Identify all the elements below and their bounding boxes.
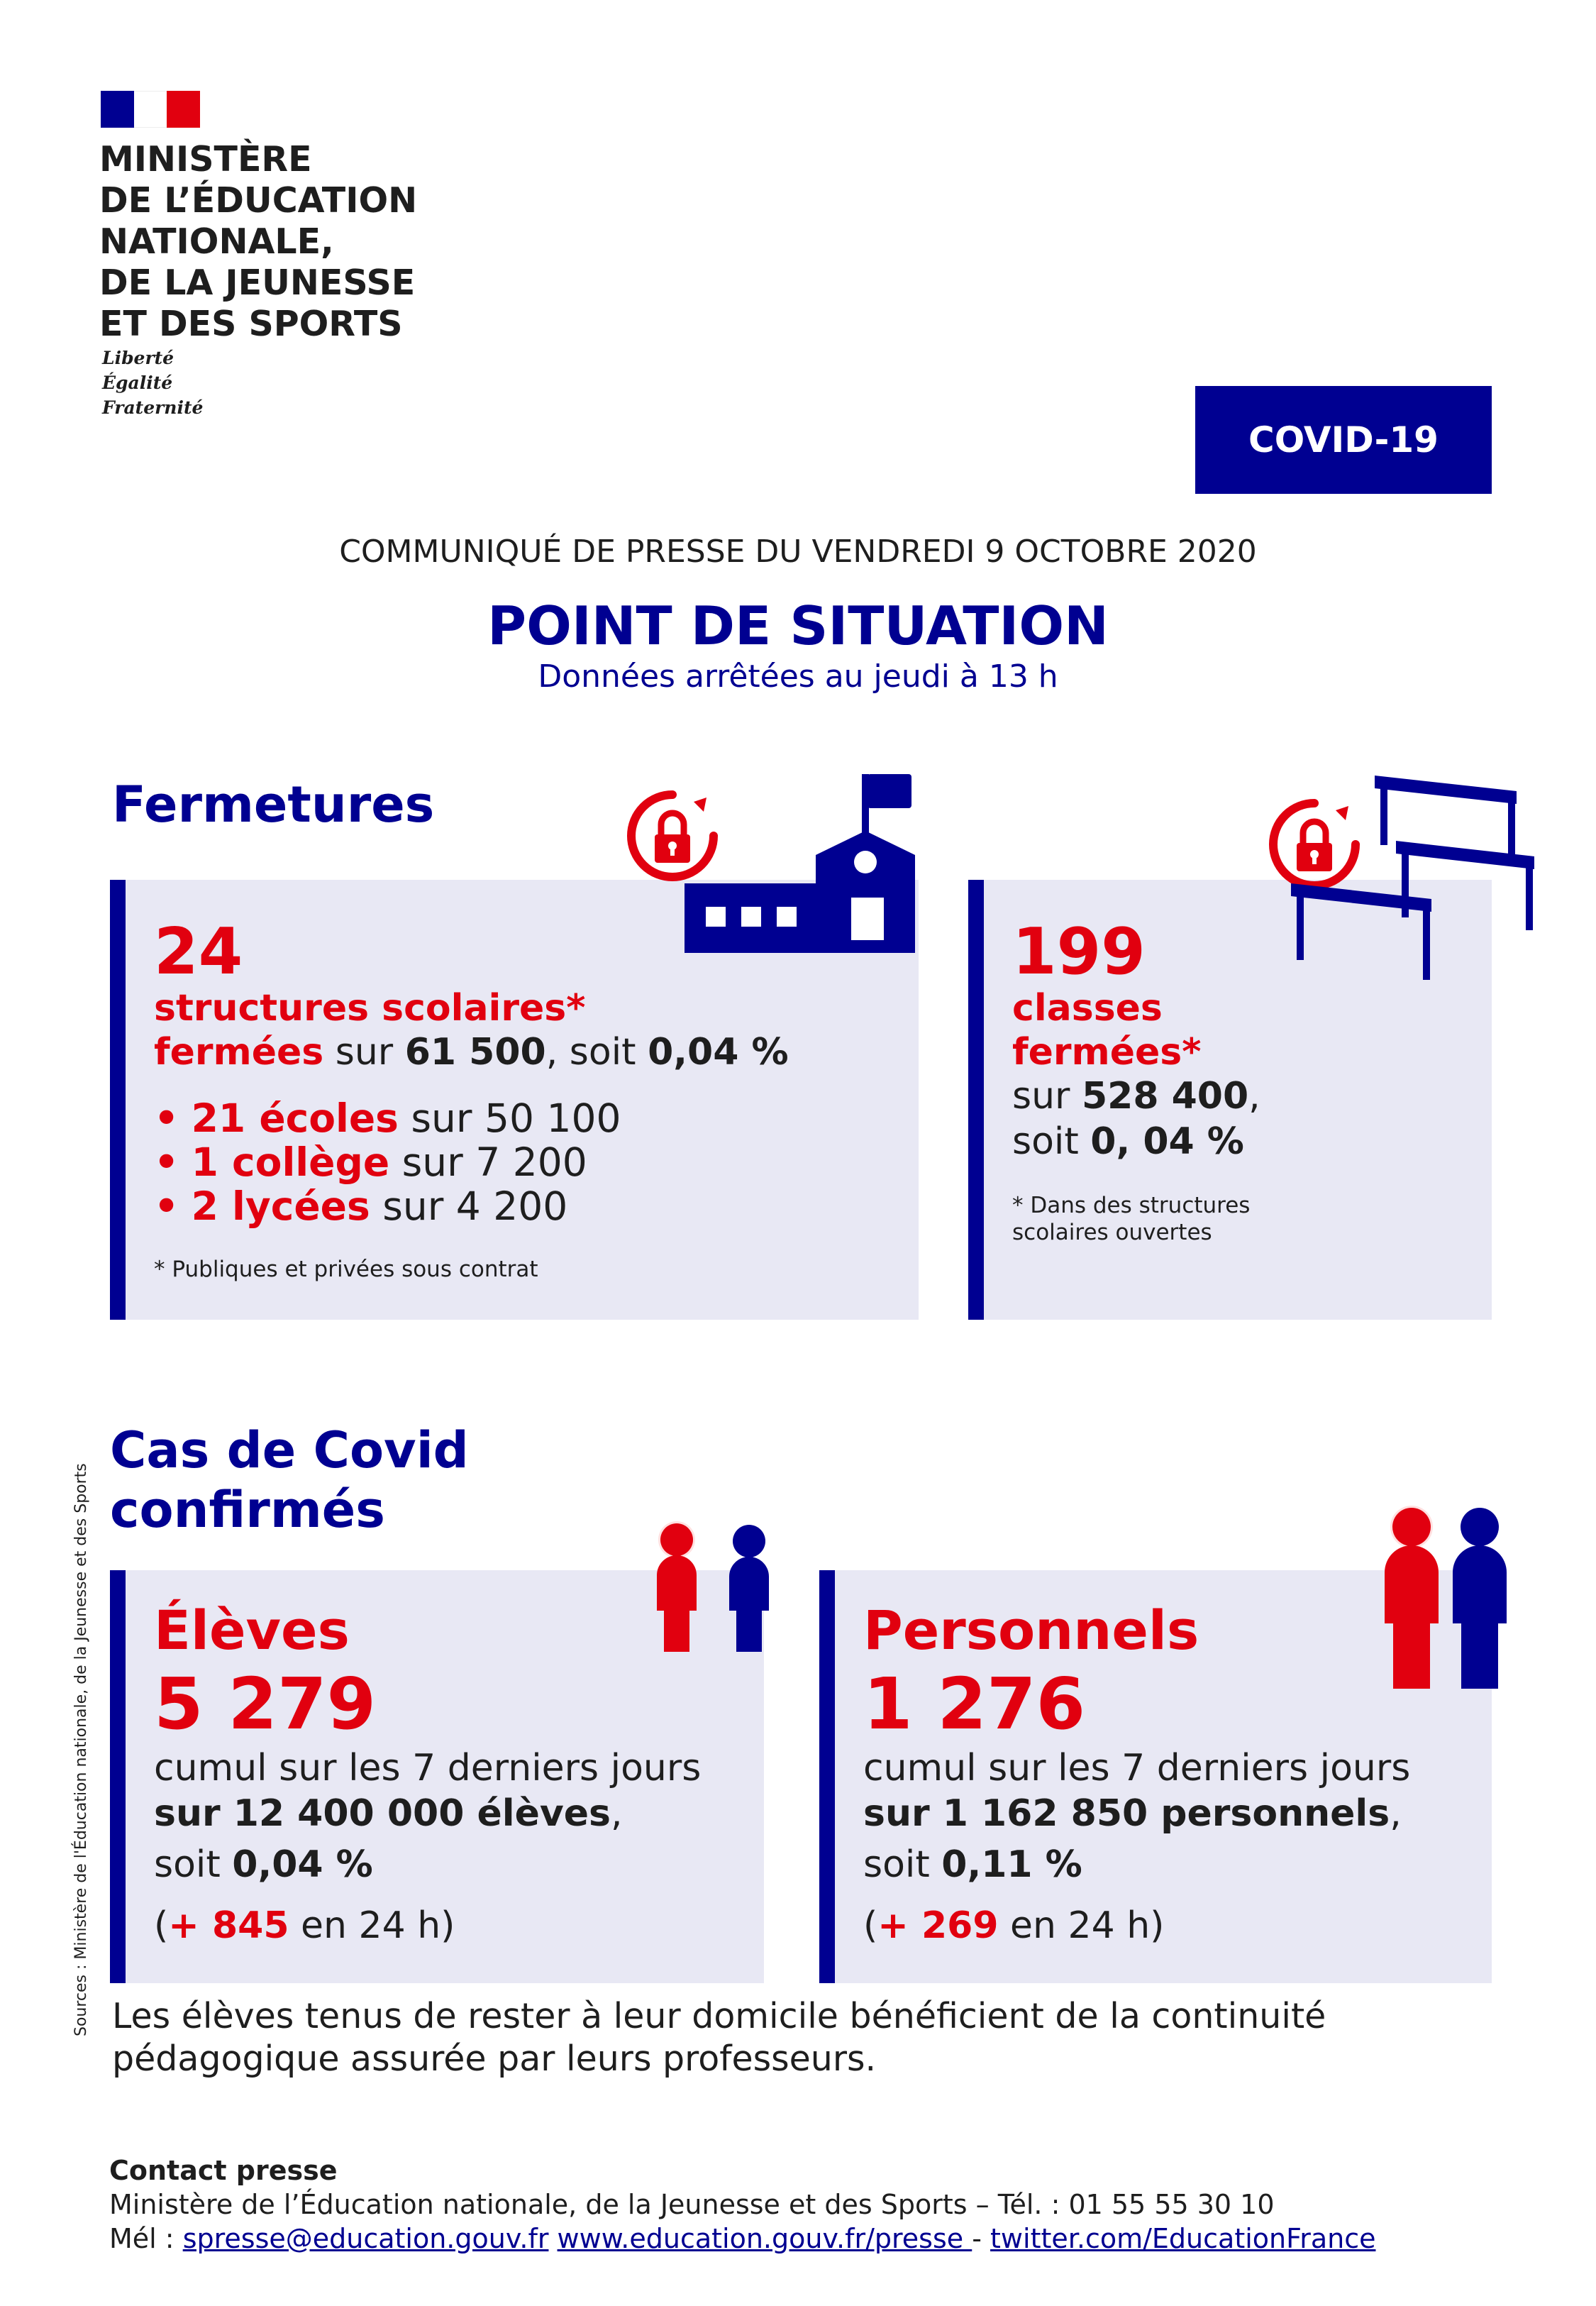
personnels-label: Personnels (863, 1599, 1199, 1662)
classes-percent: 0, 04 % (1090, 1120, 1244, 1163)
breakdown-count: 2 lycées (191, 1184, 370, 1229)
ministry-line: ET DES SPORTS (99, 304, 403, 344)
email-link[interactable]: spresse@education.gouv.fr (182, 2223, 549, 2254)
classes-total: 528 400 (1081, 1075, 1249, 1118)
republic-motto (102, 346, 203, 420)
eleves-total (154, 1792, 623, 1836)
footnote-line: scolaires ouvertes (1012, 1220, 1212, 1245)
structures-footnote: * Publiques et privées sous contrat (154, 1257, 538, 1282)
classes-comma: , (1248, 1075, 1260, 1118)
school-building-icon (685, 770, 926, 954)
email-label: Mél : (109, 2223, 183, 2254)
bullet: • (154, 1140, 179, 1185)
eleves-cumul: cumul sur les 7 derniers jours (154, 1747, 702, 1789)
structures-sur: sur (323, 1031, 405, 1074)
press-contact (109, 2153, 1528, 2256)
breakdown-total: sur 4 200 (370, 1184, 568, 1229)
contact-links (109, 2222, 1528, 2256)
eleves-daily-increase: + 845 (168, 1904, 289, 1947)
personnels-percent: 0,11 % (941, 1843, 1082, 1886)
eleves-percent-line (154, 1843, 373, 1887)
breakdown-count: 21 écoles (191, 1096, 399, 1141)
page-subtitle: Données arrêtées au jeudi à 13 h (538, 658, 1058, 695)
personnels-count: 1 276 (863, 1662, 1086, 1745)
contact-line: Ministère de l’Éducation nationale, de la Jeunesse et des Sports – Tél. : 01 55 55 30 10 (109, 2189, 1275, 2220)
structures-closed-word: fermées (154, 1031, 324, 1074)
classes-count: 199 (1012, 915, 1146, 989)
comma: , (610, 1792, 623, 1835)
eleves-total-value: sur 12 400 000 élèves (154, 1792, 611, 1835)
personnels-total (863, 1792, 1402, 1836)
personnels-total-value: sur 1 162 850 personnels (863, 1792, 1390, 1835)
eleves-percent: 0,04 % (232, 1843, 373, 1886)
source-vertical-text: Sources : Ministère de l'Éducation nationale, de la Jeunesse et des Sports (72, 1463, 90, 2036)
footnote-line: * Dans des structures (1012, 1193, 1251, 1218)
paren: ( (154, 1904, 169, 1947)
separator: - (972, 2223, 991, 2254)
fermetures-heading: Fermetures (112, 776, 435, 834)
structures-total: 61 500 (404, 1031, 546, 1074)
staff-people-icon (1376, 1504, 1514, 1696)
personnels-daily-increase: + 269 (877, 1904, 999, 1947)
structures-soit: , soit (545, 1031, 648, 1074)
classes-soit: soit (1012, 1120, 1091, 1163)
students-people-icon (644, 1518, 779, 1660)
classes-label: classes (1012, 987, 1163, 1030)
structures-ratio (154, 1030, 789, 1074)
motto-line: Liberté (102, 348, 174, 368)
republic-flag-logo (101, 91, 200, 128)
space (548, 2223, 557, 2254)
breakdown-total: sur 50 100 (398, 1096, 621, 1141)
comma: , (1390, 1792, 1402, 1835)
personnels-percent-line (863, 1843, 1082, 1887)
breakdown-item (154, 1184, 567, 1228)
bullet: • (154, 1096, 179, 1141)
eleves-label: Élèves (154, 1599, 350, 1662)
motto-line: Égalité (102, 373, 173, 393)
flag-red (167, 91, 200, 128)
classes-percent-line (1012, 1120, 1244, 1164)
breakdown-item (154, 1140, 587, 1184)
cas-heading (110, 1420, 469, 1540)
personnels-soit: soit (863, 1843, 942, 1886)
twitter-link[interactable]: twitter.com/EducationFrance (990, 2223, 1376, 2254)
breakdown-total: sur 7 200 (389, 1140, 587, 1185)
ministry-line: NATIONALE, (99, 221, 334, 262)
daily-suffix: en 24 h) (289, 1904, 455, 1947)
cas-heading-line: Cas de Covid (110, 1421, 469, 1479)
classes-closed-word: fermées* (1012, 1031, 1202, 1074)
structures-percent: 0,04 % (648, 1031, 789, 1074)
ministry-line: DE L’ÉDUCATION (99, 180, 418, 221)
personnels-daily (863, 1904, 1164, 1948)
structures-count: 24 (154, 915, 243, 989)
flag-white (134, 91, 167, 128)
breakdown-item (154, 1096, 621, 1140)
contact-heading: Contact presse (109, 2155, 338, 2186)
eleves-daily (154, 1904, 455, 1948)
classes-ratio (1012, 1074, 1260, 1118)
bullet: • (154, 1184, 179, 1229)
website-link[interactable]: www.education.gouv.fr/presse (557, 2223, 972, 2254)
covid-badge: COVID-19 (1195, 386, 1492, 494)
cas-heading-line: confirmés (110, 1481, 385, 1539)
press-release-date: COMMUNIQUÉ DE PRESSE DU VENDREDI 9 OCTOBRE 2020 (339, 534, 1257, 570)
classroom-desks-icon (1282, 770, 1538, 997)
flag-blue (101, 91, 134, 128)
ministry-line: MINISTÈRE (99, 139, 312, 180)
continuity-note: Les élèves tenus de rester à leur domicile bénéficient de la continuité pédagogique assurée par leurs professeurs. (112, 1996, 1326, 2079)
paren: ( (863, 1904, 878, 1947)
page-title: POINT DE SITUATION (487, 595, 1109, 657)
eleves-count: 5 279 (154, 1662, 377, 1745)
structures-label: structures scolaires* (154, 987, 586, 1030)
breakdown-count: 1 collège (191, 1140, 390, 1185)
classes-footnote (1012, 1192, 1250, 1246)
motto-line: Fraternité (102, 397, 204, 418)
ministry-name (99, 139, 497, 345)
eleves-soit: soit (154, 1843, 233, 1886)
ministry-line: DE LA JEUNESSE (99, 263, 416, 303)
classes-sur: sur (1012, 1075, 1082, 1118)
personnels-cumul: cumul sur les 7 derniers jours (863, 1747, 1411, 1789)
daily-suffix: en 24 h) (998, 1904, 1165, 1947)
